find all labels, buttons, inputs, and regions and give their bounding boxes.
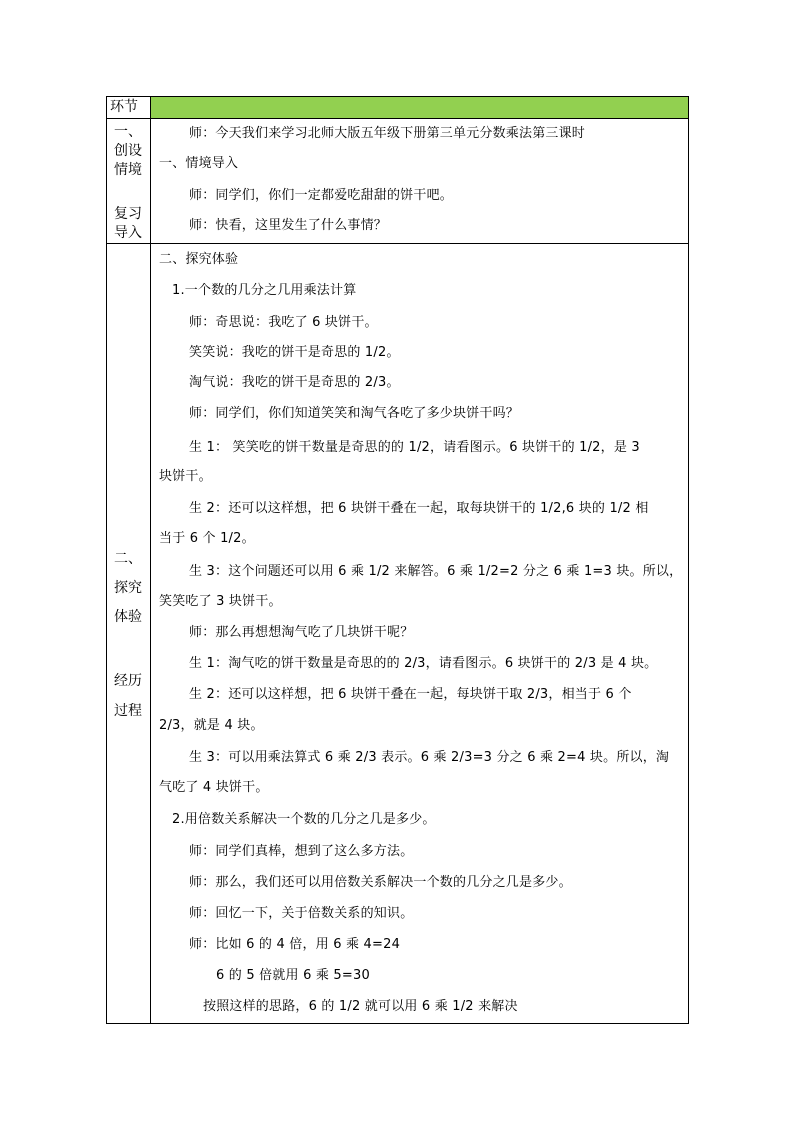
section2-line-6: 师：同学们，你们知道笑笑和淘气各吃了多少块饼干吗？: [189, 406, 520, 421]
section1-line-3: 师：同学们，你们一定都爱吃甜甜的饼干吧。: [189, 188, 454, 203]
section2-line-5: 淘气说：我吃的饼干是奇思的 2/3。: [189, 375, 400, 390]
section2-side-3: 体验: [114, 609, 142, 625]
section2-side-1: 二、: [114, 551, 142, 567]
section2-line-25: 按照这样的思路，6 的 1/2 就可以用 6 乘 1/2 来解决: [203, 999, 518, 1014]
row-divider-2: [106, 243, 689, 244]
section1-line-2: 一、情境导入: [159, 156, 239, 171]
section1-side-1: 一、: [114, 124, 142, 140]
section1-side-3: 情境: [114, 162, 142, 178]
section2-side-5: 过程: [114, 703, 142, 719]
section2-line-9: 生 2：还可以这样想，把 6 块饼干叠在一起，取每块饼干的 1/2,6 块的 1/2 相: [189, 501, 649, 516]
section2-line-23: 师：比如 6 的 4 倍，用 6 乘 4=24: [189, 937, 401, 952]
section2-line-19: 2.用倍数关系解决一个数的几分之几是多少。: [172, 812, 436, 827]
section1-side-5: 导入: [114, 225, 142, 241]
section2-side-4: 经历: [114, 673, 142, 689]
section2-line-4: 笑笑说：我吃的饼干是奇思的 1/2。: [189, 345, 400, 360]
header-accent-bar: [151, 97, 688, 118]
section2-line-2: 1.一个数的几分之几用乘法计算: [172, 283, 357, 298]
section2-line-13: 师：那么再想想淘气吃了几块饼干呢？: [189, 625, 414, 640]
section1-side-4: 复习: [114, 206, 142, 222]
section2-line-7: 生 1： 笑笑吃的饼干数量是奇思的的 1/2，请看图示。6 块饼干的 1/2，是 3: [189, 440, 640, 455]
section2-line-14: 生 1：淘气吃的饼干数量是奇思的的 2/3，请看图示。6 块饼干的 2/3 是 4 块。: [189, 656, 658, 671]
border-bottom: [106, 1023, 689, 1024]
section2-line-24: 6 的 5 倍就用 6 乘 5=30: [216, 968, 370, 983]
section2-line-8: 块饼干。: [159, 469, 212, 484]
column-divider: [150, 96, 151, 1024]
section2-line-11: 生 3：这个问题还可以用 6 乘 1/2 来解答。6 乘 1/2=2 分之 6 乘 1=3 块。所以，: [189, 564, 683, 579]
border-top: [106, 96, 689, 97]
section2-line-15: 生 2：还可以这样想，把 6 块饼干叠在一起，每块饼干取 2/3，相当于 6 个: [189, 687, 632, 702]
section2-line-17: 生 3：可以用乘法算式 6 乘 2/3 表示。6 乘 2/3=3 分之 6 乘 2=4 块。所以，淘: [189, 750, 670, 765]
section1-line-4: 师：快看，这里发生了什么事情？: [189, 218, 388, 233]
section2-line-3: 师：奇思说：我吃了 6 块饼干。: [189, 315, 378, 330]
section1-side-2: 创设: [114, 143, 142, 159]
section2-line-16: 2/3，就是 4 块。: [159, 718, 264, 733]
section2-line-20: 师：同学们真棒，想到了这么多方法。: [189, 844, 414, 859]
header-label: 环节: [110, 99, 138, 115]
row-divider-1: [106, 118, 689, 119]
section2-line-22: 师：回忆一下，关于倍数关系的知识。: [189, 906, 414, 921]
section2-line-10: 当于 6 个 1/2。: [159, 531, 255, 546]
section2-line-18: 气吃了 4 块饼干。: [159, 780, 269, 795]
section2-side-2: 探究: [114, 580, 142, 596]
section2-line-12: 笑笑吃了 3 块饼干。: [159, 594, 282, 609]
section2-line-21: 师：那么，我们还可以用倍数关系解决一个数的几分之几是多少。: [189, 875, 572, 890]
section2-line-1: 二、探究体验: [159, 252, 239, 267]
border-right: [688, 96, 689, 1024]
section1-line-1: 师：今天我们来学习北师大版五年级下册第三单元分数乘法第三课时: [189, 126, 586, 141]
